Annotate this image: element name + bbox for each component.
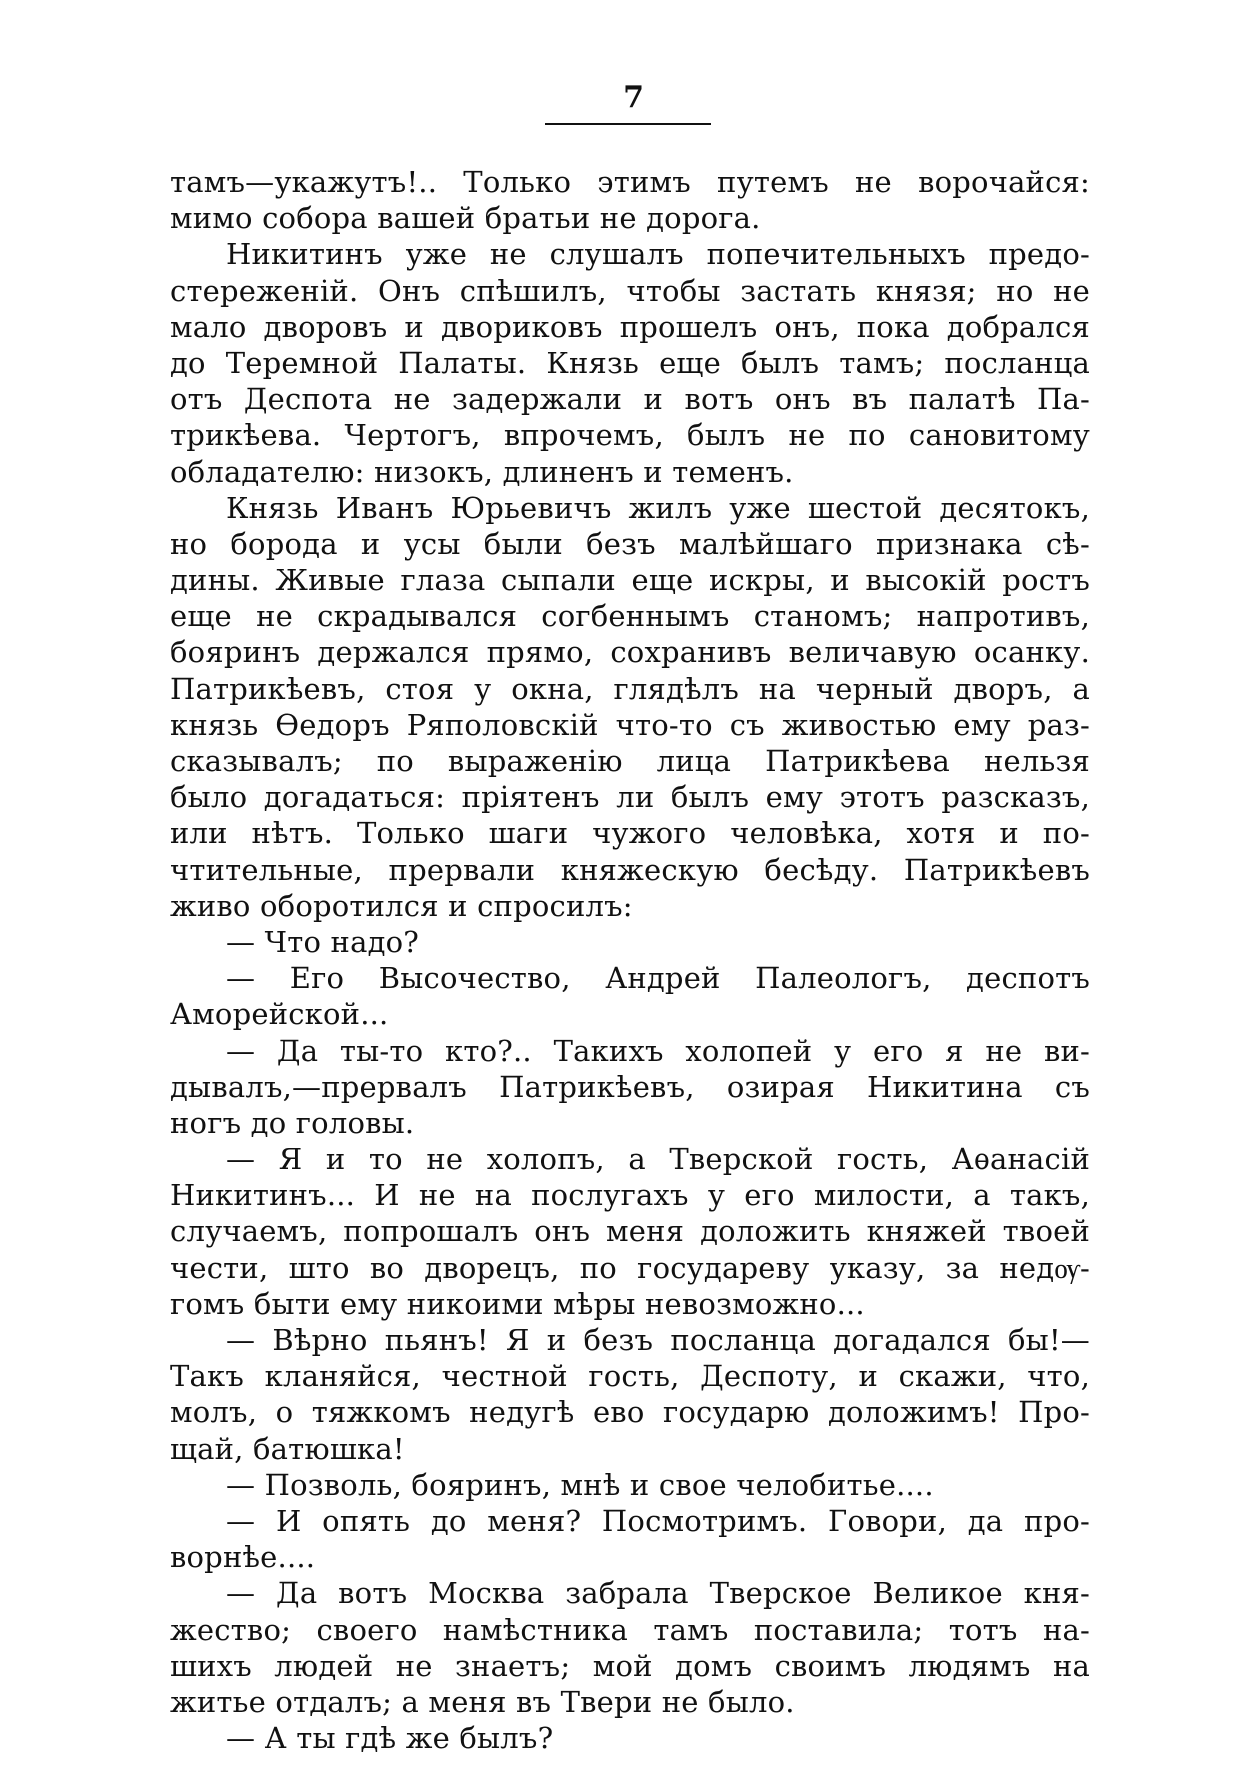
text-line: до Теремной Палаты. Князь еще былъ тамъ; посланца xyxy=(170,345,1090,380)
text-line: жество; своего намѣстника тамъ поставила; тотъ на- xyxy=(170,1612,1090,1647)
text-line: молъ, о тяжкомъ недугѣ ево государю доложимъ! Про- xyxy=(170,1395,1090,1430)
text-line: обладателю: низокъ, длиненъ и теменъ. xyxy=(170,454,794,489)
text-line: мало дворовъ и двориковъ прошелъ онъ, пока добрался xyxy=(170,309,1090,344)
text-line: но борода и усы были безъ малѣйшаго признака сѣ- xyxy=(170,526,1090,561)
text-line: случаемъ, попрошалъ онъ меня доложить княжей твоей xyxy=(170,1214,1090,1249)
text-line: бояринъ держался прямо, сохранивъ величавую осанку. xyxy=(170,635,1090,670)
text-line: щай, батюшка! xyxy=(170,1431,405,1466)
text-line: ногъ до головы. xyxy=(170,1105,415,1140)
text-line: еще не скрадывался согбеннымъ станомъ; напротивъ, xyxy=(170,599,1090,634)
text-line: — Что надо? xyxy=(226,924,420,959)
text-line: чтительные, прервали княжескую бесѣду. Патрикѣевъ xyxy=(170,852,1090,887)
text-line: гомъ быти ему никоими мѣры невозможно... xyxy=(170,1286,865,1321)
text-line: тамъ—укажутъ!.. Только этимъ путемъ не ворочайся: xyxy=(170,165,1090,199)
text-line: дывалъ,—прервалъ Патрикѣевъ, озирая Никитина съ xyxy=(170,1069,1090,1104)
text-line: — Я и то не холопъ, а Тверской гость, Аѳанасій xyxy=(226,1142,1090,1177)
header-rule xyxy=(545,123,711,125)
text-line: Патрикѣевъ, стоя у окна, глядѣлъ на черный дворъ, а xyxy=(170,671,1090,706)
text-line: Аморейской... xyxy=(170,997,389,1032)
text-line: ворнѣе.... xyxy=(170,1540,316,1575)
text-line: — А ты гдѣ же былъ? xyxy=(226,1721,554,1756)
text-line: стереженій. Онъ спѣшилъ, чтобы застать князя; но не xyxy=(170,273,1090,308)
text-line: Князь Иванъ Юрьевичъ жилъ уже шестой десятокъ, xyxy=(226,490,1090,525)
text-line: — Да вотъ Москва забрала Тверское Великое кня- xyxy=(226,1576,1090,1611)
text-line: чести, што во дворецъ, по государеву указу, за недѹ- xyxy=(170,1250,1090,1285)
text-line: — Вѣрно пьянъ! Я и безъ посланца догадался бы!— xyxy=(226,1323,1090,1357)
text-line: живо оборотился и спросилъ: xyxy=(170,888,633,923)
text-line: князь Ѳедоръ Ряполовскій что-то съ живостью ему раз- xyxy=(170,707,1090,742)
text-line: — Его Высочество, Андрей Палеологъ, деспотъ xyxy=(226,961,1090,996)
text-line: шихъ людей не знаетъ; мой домъ своимъ людямъ на xyxy=(170,1648,1090,1683)
text-line: — Да ты-то кто?.. Такихъ холопей у его я не ви- xyxy=(226,1033,1090,1068)
text-line: трикѣева. Чертогъ, впрочемъ, былъ не по сановитому xyxy=(170,418,1090,453)
text-line: — И опять до меня? Посмотримъ. Говори, да про- xyxy=(226,1503,1090,1538)
text-line: или нѣтъ. Только шаги чужого человѣка, хотя и по- xyxy=(170,816,1090,851)
body-text xyxy=(170,164,1090,1756)
text-line: дины. Живые глаза сыпали еще искры, и высокій ростъ xyxy=(170,563,1090,598)
text-line: Никитинъ уже не слушалъ попечительныхъ предо- xyxy=(226,237,1090,272)
text-line: мимо собора вашей братьи не дорога. xyxy=(170,201,761,236)
text-line: житье отдалъ; а меня въ Твери не было. xyxy=(170,1684,795,1719)
text-line: сказывалъ; по выраженію лица Патрикѣева нельзя xyxy=(170,744,1090,778)
text-line: отъ Деспота не задержали и вотъ онъ въ палатѣ Па- xyxy=(170,382,1090,417)
text-line: было догадаться: пріятенъ ли былъ ему этотъ разсказъ, xyxy=(170,780,1090,815)
text-line: Никитинъ... И не на послугахъ у его милости, а такъ, xyxy=(170,1178,1090,1213)
text-line: Такъ кланяйся, честной гость, Деспоту, и скажи, что, xyxy=(170,1359,1090,1394)
page-number: 7 xyxy=(623,80,644,115)
text-line: — Позволь, бояринъ, мнѣ и свое челобитье.... xyxy=(226,1467,934,1502)
